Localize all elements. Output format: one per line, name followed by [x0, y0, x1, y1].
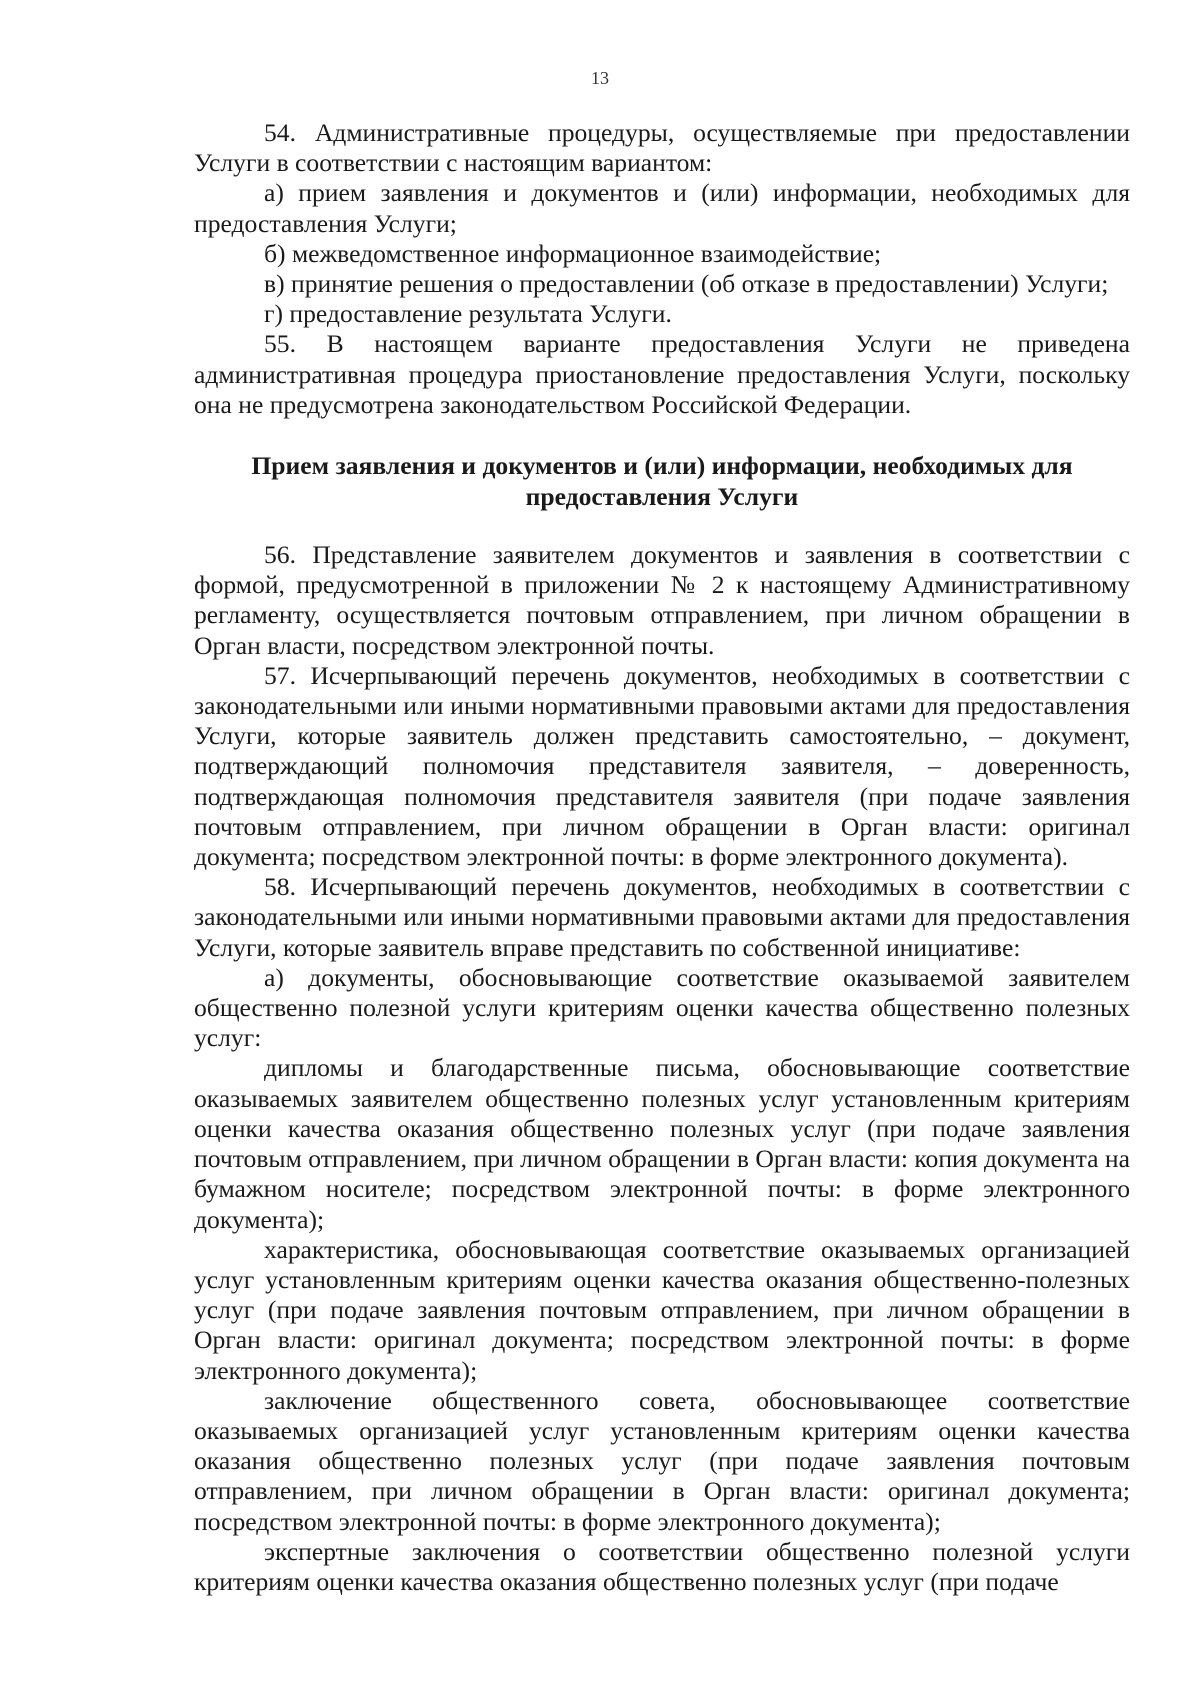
section-heading: Прием заявления и документов и (или) информации, необходимых для предоставления Услуги — [251, 451, 1073, 512]
document-body — [194, 118, 1130, 1597]
sub-item-council-conclusion: заключение общественного совета, обосновывающее соответствие оказываемых организацией услуг установленным критериям оценки качества оказания общественно полезных услуг (при подаче заявления почтовым отправлением, при личном обращении в Орган власти: оригинал документа; посредством электронной почты: в форме электронного документа); — [194, 1385, 1130, 1536]
list-item-a: а) прием заявления и документов и (или) информации, необходимых для предоставления Услуги; — [194, 178, 1130, 238]
page-number: 13 — [591, 68, 609, 88]
sub-item-characteristic: характеристика, обосновывающая соответствие оказываемых организацией услуг установленным критериям оценки качества оказания общественно-полезных услуг (при подаче заявления почтовым отправлением, при личном обращении в Орган власти: оригинал документа; посредством электронной почты: в форме электронного документа); — [194, 1234, 1130, 1385]
paragraph-55: 55. В настоящем варианте предоставления Услуги не приведена административная процедура приостановление предоставления Услуги, поскольку она не предусмотрена законодательством Российской Федерации. — [194, 329, 1130, 419]
paragraph-54: 54. Административные процедуры, осуществляемые при предоставлении Услуги в соответствии с настоящим вариантом: — [194, 118, 1130, 178]
sub-item-expert-conclusions: экспертные заключения о соответствии общественно полезной услуги критериям оценки качества оказания общественно полезных услуг (при подаче — [194, 1536, 1130, 1596]
list-item-v: в) принятие решения о предоставлении (об отказе в предоставлении) Услуги; — [264, 269, 1109, 299]
paragraph-56: 56. Представление заявителем документов и заявления в соответствии с формой, предусмотренной в приложении № 2 к настоящему Административному регламенту, осуществляется почтовым отправлением, при личном обращении в Орган власти, посредством электронной почты. — [194, 540, 1130, 660]
paragraph-58: 58. Исчерпывающий перечень документов, необходимых в соответствии с законодательными или иными нормативными правовыми актами для предоставления Услуги, которые заявитель вправе представить по собственной инициативе: — [194, 872, 1130, 962]
sub-item-diplomas: дипломы и благодарственные письма, обосновывающие соответствие оказываемых заявителем общественно полезных услуг установленным критериям оценки качества оказания общественно полезных услуг (при подаче заявления почтовым отправлением, при личном обращении в Орган власти: копия документа на бумажном носителе; посредством электронной почты: в форме электронного документа); — [194, 1053, 1130, 1234]
list-item-58-a: а) документы, обосновывающие соответствие оказываемой заявителем общественно полезной услуги критериям оценки качества общественно полезных услуг: — [194, 962, 1130, 1053]
list-item-g: г) предоставление результата Услуги. — [264, 299, 672, 329]
paragraph-57: 57. Исчерпывающий перечень документов, необходимых в соответствии с законодательными или иными нормативными правовыми актами для предоставления Услуги, которые заявитель должен представить самостоятельно, – документ, подтверждающий полномочия представителя заявителя, – доверенность, подтверждающая полномочия представителя заявителя (при подаче заявления почтовым отправлением, при личном обращении в Орган власти: оригинал документа; посредством электронной почты: в форме электронного документа). — [194, 660, 1130, 872]
list-item-b: б) межведомственное информационное взаимодействие; — [264, 238, 882, 268]
